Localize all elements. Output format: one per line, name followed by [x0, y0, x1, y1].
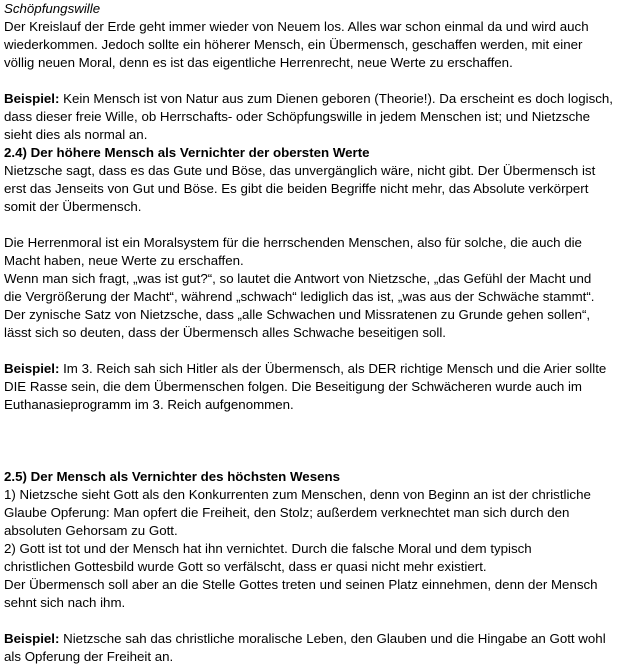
paragraph-line: Wenn man sich fragt, „was ist gut?“, so lautet die Antwort von Nietzsche, „das Gefühl der Macht und [4, 271, 592, 286]
paragraph-line: somit der Übermensch. [4, 199, 142, 214]
example-label: Beispiel: [4, 91, 60, 106]
paragraph-line: Der zynische Satz von Nietzsche, dass „alle Schwachen und Missratenen zu Grunde gehen sollen“, [4, 307, 591, 322]
paragraph-line: als Opferung der Freiheit an. [4, 649, 174, 664]
example-text: Nietzsche sah das christliche moralische Leben, den Glauben und die Hingabe an Gott wohl [59, 631, 606, 646]
paragraph-line: 1) Nietzsche sieht Gott als den Konkurrenten zum Menschen, denn von Beginn an ist der christliche [4, 487, 591, 502]
blank-line [4, 342, 618, 360]
paragraph-line: Der Kreislauf der Erde geht immer wieder von Neuem los. Alles war schon einmal da und wird auch [4, 19, 589, 34]
example-line [4, 360, 618, 378]
paragraph-line: die Vergrößerung der Macht“, während „schwach“ lediglich das ist, „was aus der Schwäche stammt“. [4, 289, 595, 304]
paragraph-line: sieht dies als normal an. [4, 127, 148, 142]
example-label: Beispiel: [4, 631, 60, 646]
paragraph-line: Nietzsche sagt, dass es das Gute und Böse, das unvergänglich wäre, nicht gibt. Der Übermensch ist [4, 163, 596, 178]
paragraph-line: lässt sich so deuten, dass der Übermensch alles Schwache beseitigen soll. [4, 325, 446, 340]
example-text: Kein Mensch ist von Natur aus zum Dienen geboren (Theorie!). Da erscheint es doch logisch, [59, 91, 613, 106]
paragraph-line: Die Herrenmoral ist ein Moralsystem für die herrschenden Menschen, also für solche, die auch die [4, 235, 582, 250]
blank-line [4, 612, 618, 630]
blank-line [4, 216, 618, 234]
blank-line [4, 72, 618, 90]
example-label: Beispiel: [4, 361, 60, 376]
paragraph-line: sehnt sich nach ihm. [4, 595, 126, 610]
paragraph-line: DIE Rasse sein, die dem Übermenschen folgen. Die Beseitigung der Schwächeren wurde auch im [4, 379, 582, 394]
paragraph-line: Glaube Opferung: Man opfert die Freiheit, den Stolz; außerdem verknechtet man sich durch den [4, 505, 570, 520]
section-heading-2-4: 2.4) Der höhere Mensch als Vernichter der obersten Werte [4, 145, 370, 160]
section-heading-schoepfungswille: Schöpfungswille [4, 1, 101, 16]
paragraph-line: dass dieser freie Wille, ob Herrschafts- oder Schöpfungswille in jedem Menschen ist; und Nietzsche [4, 109, 591, 124]
paragraph-line: christlichen Gottesbild wurde Gott so verfälscht, dass er quasi nicht mehr existiert. [4, 559, 487, 574]
section-heading-2-5: 2.5) Der Mensch als Vernichter des höchsten Wesens [4, 469, 340, 484]
example-line [4, 90, 618, 108]
example-line [4, 630, 618, 648]
paragraph-line: Euthanasieprogramm im 3. Reich aufgenommen. [4, 397, 294, 412]
paragraph-line: absoluten Gehorsam zu Gott. [4, 523, 178, 538]
paragraph-line: erst das Jenseits von Gut und Böse. Es gibt die beiden Begriffe nicht mehr, das Absolute verkörpert [4, 181, 589, 196]
paragraph-line: völlig neuen Moral, denn es ist das eigentliche Herrenrecht, neue Werte zu erschaffen. [4, 55, 513, 70]
paragraph-line: wiederkommen. Jedoch sollte ein höherer Mensch, ein Übermensch, geschaffen werden, mit einer [4, 37, 583, 52]
example-text: Im 3. Reich sah sich Hitler als der Übermensch, als DER richtige Mensch und die Arier sollte [59, 361, 607, 376]
paragraph-line: Der Übermensch soll aber an die Stelle Gottes treten und seinen Platz einnehmen, denn der Mensch [4, 577, 598, 592]
paragraph-line: Macht haben, neue Werte zu erschaffen. [4, 253, 244, 268]
document-page [4, 0, 618, 666]
paragraph-line: 2) Gott ist tot und der Mensch hat ihn vernichtet. Durch die falsche Moral und dem typisch [4, 541, 532, 556]
blank-lines [4, 414, 618, 468]
